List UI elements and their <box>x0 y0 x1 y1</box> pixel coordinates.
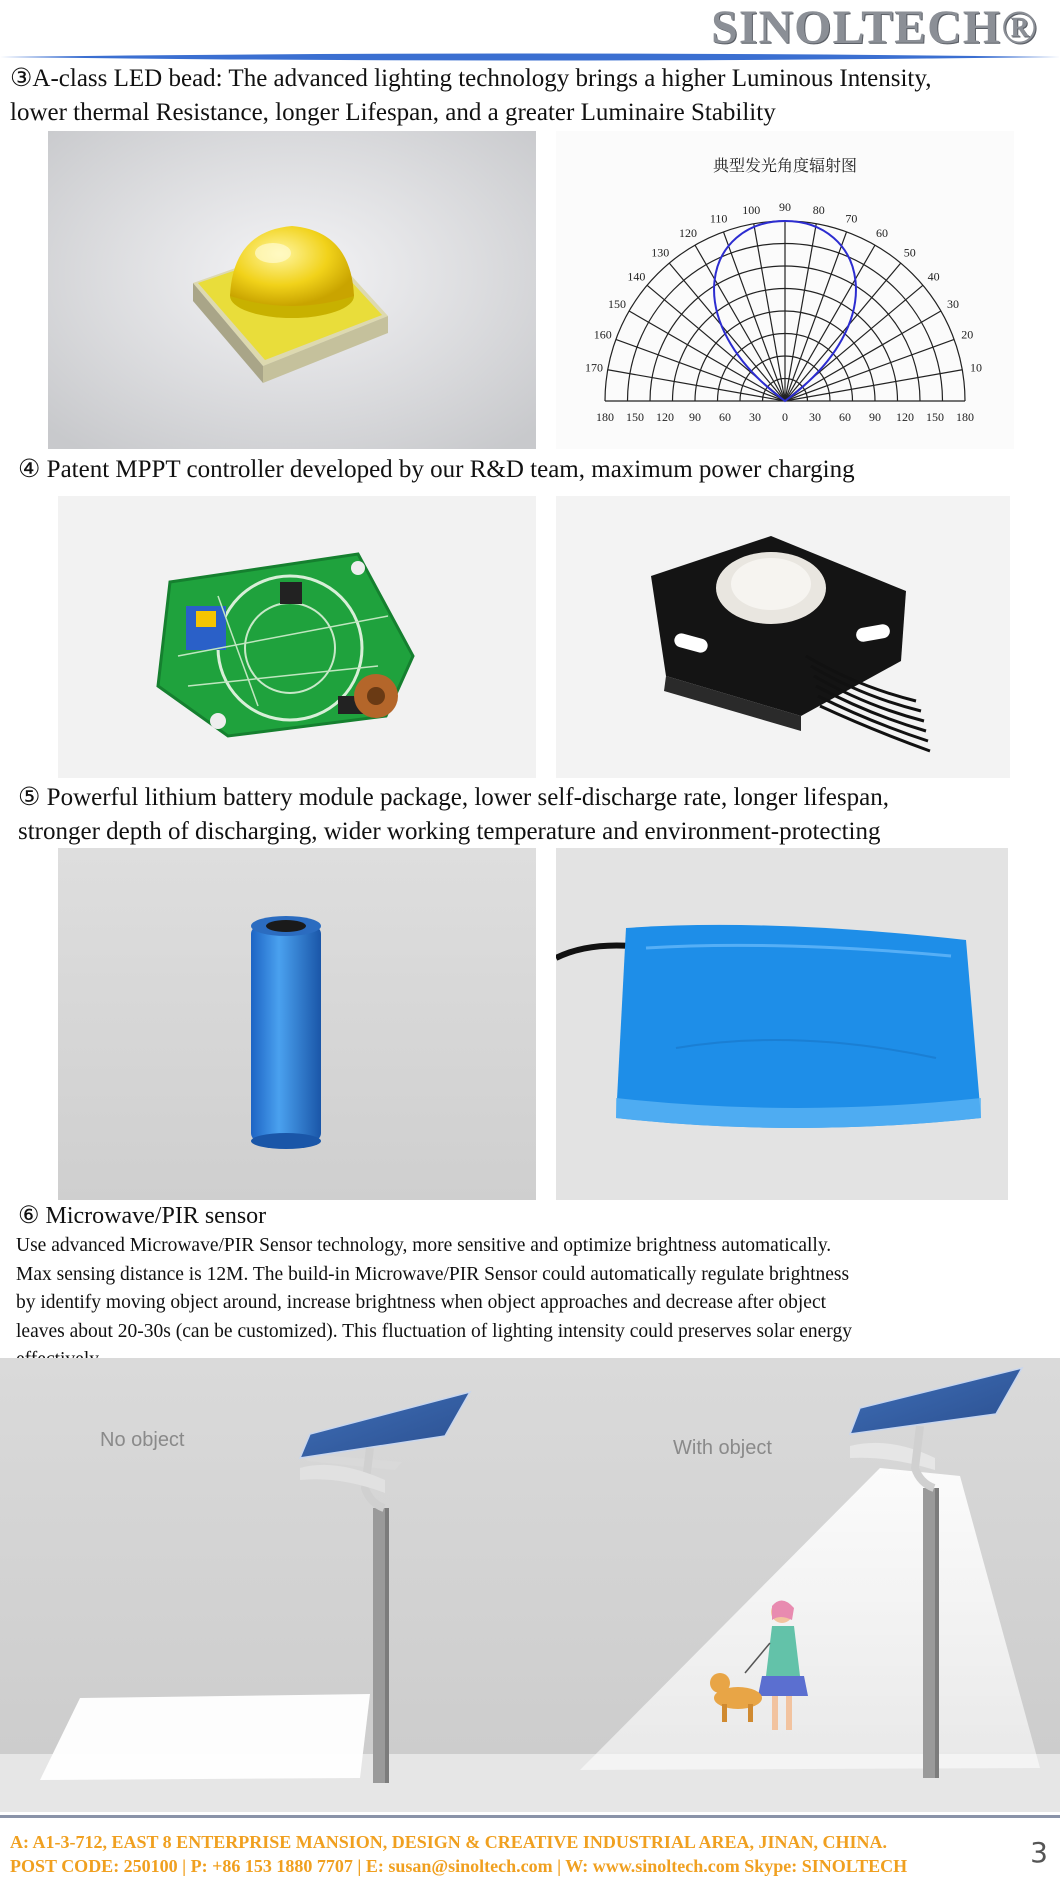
polar-angle-label: 100 <box>742 202 761 217</box>
polar-baseline-label: 30 <box>809 410 821 424</box>
lithium-cell-photo <box>58 848 536 1200</box>
polar-angle-label: 120 <box>679 225 697 240</box>
polar-angle-label: 30 <box>947 297 960 311</box>
footer-divider <box>0 1815 1060 1818</box>
section-heading: ⑤ Powerful lithium battery module package, lower self-discharge rate, longer lifespan, stronger depth of discharging, wider working temperature and environment-protecting <box>18 784 889 845</box>
polar-angle-label: 140 <box>627 269 646 284</box>
polar-baseline-label: 90 <box>689 410 701 424</box>
polar-baseline-label: 120 <box>656 410 674 424</box>
polar-angle-label: 80 <box>812 202 825 217</box>
footer-contact: POST CODE: 250100 | P: +86 153 1880 7707 | E: susan@sinoltech.com | W: www.sinoltech.com Skype: SINOLTECH <box>10 1856 908 1876</box>
battery-pack-photo <box>556 848 1008 1200</box>
polar-baseline-label: 180 <box>956 410 974 424</box>
page-number: 3 <box>1030 1836 1048 1869</box>
header-divider <box>0 52 1060 62</box>
brand-logo: SINOLTECH® <box>711 1 1038 54</box>
polar-angle-label: 170 <box>584 360 603 375</box>
mppt-controller-photo <box>58 496 536 778</box>
sensor-illustration <box>0 1358 1060 1812</box>
polar-angle-label: 130 <box>651 245 670 260</box>
pir-sensor-photo <box>556 496 1010 778</box>
polar-baseline-label: 0 <box>782 410 788 424</box>
polar-baseline-label: 60 <box>719 410 731 424</box>
section-heading: ④ Patent MPPT controller developed by our R&D team, maximum power charging <box>18 456 855 483</box>
radiation-angle-chart <box>556 131 1014 449</box>
section-heading: ③A-class LED bead: The advanced lighting technology brings a higher Luminous Intensity, lower thermal Resistance, longer Lifespan, and a greater Luminaire Stability <box>10 65 932 126</box>
polar-angle-label: 10 <box>970 360 983 375</box>
polar-angle-label: 70 <box>845 211 858 226</box>
polar-baseline-label: 90 <box>869 410 881 424</box>
polar-baseline-label: 30 <box>749 410 761 424</box>
polar-angle-label: 90 <box>779 200 791 214</box>
polar-angle-label: 40 <box>927 269 940 284</box>
polar-baseline-label: 60 <box>839 410 851 424</box>
sensor-description: Use advanced Microwave/PIR Sensor technology, more sensitive and optimize brightness automatically. Max sensing distance is 12M. The build-in Microwave/PIR Sensor could automatically regulate brightness by identify moving object around, increase brightness when object approaches and decrease after object leaves about 20-30s (can be customized). This fluctuation of lighting intensity could preserves solar energy <box>16 1235 852 1342</box>
polar-angle-label: 160 <box>593 327 612 342</box>
polar-angle-label: 50 <box>903 245 916 260</box>
polar-baseline-label: 150 <box>626 410 644 424</box>
with-object-label: With object <box>673 1437 772 1459</box>
polar-angle-label: 20 <box>961 327 974 342</box>
polar-baseline-label: 180 <box>596 410 614 424</box>
no-object-label: No object <box>100 1429 185 1451</box>
polar-baseline-label: 120 <box>896 410 914 424</box>
footer-address: A: A1-3-712, EAST 8 ENTERPRISE MANSION, DESIGN & CREATIVE INDUSTRIAL AREA, JINAN, CHINA. <box>10 1832 887 1852</box>
led-bead-photo <box>48 131 536 449</box>
polar-angle-label: 110 <box>709 211 728 226</box>
chart-title: 典型发光角度辐射图 <box>712 156 858 175</box>
polar-angle-label: 60 <box>876 225 888 240</box>
polar-angle-label: 150 <box>607 297 626 311</box>
polar-baseline-label: 150 <box>926 410 944 424</box>
section-heading: ⑥ Microwave/PIR sensor <box>18 1203 267 1229</box>
